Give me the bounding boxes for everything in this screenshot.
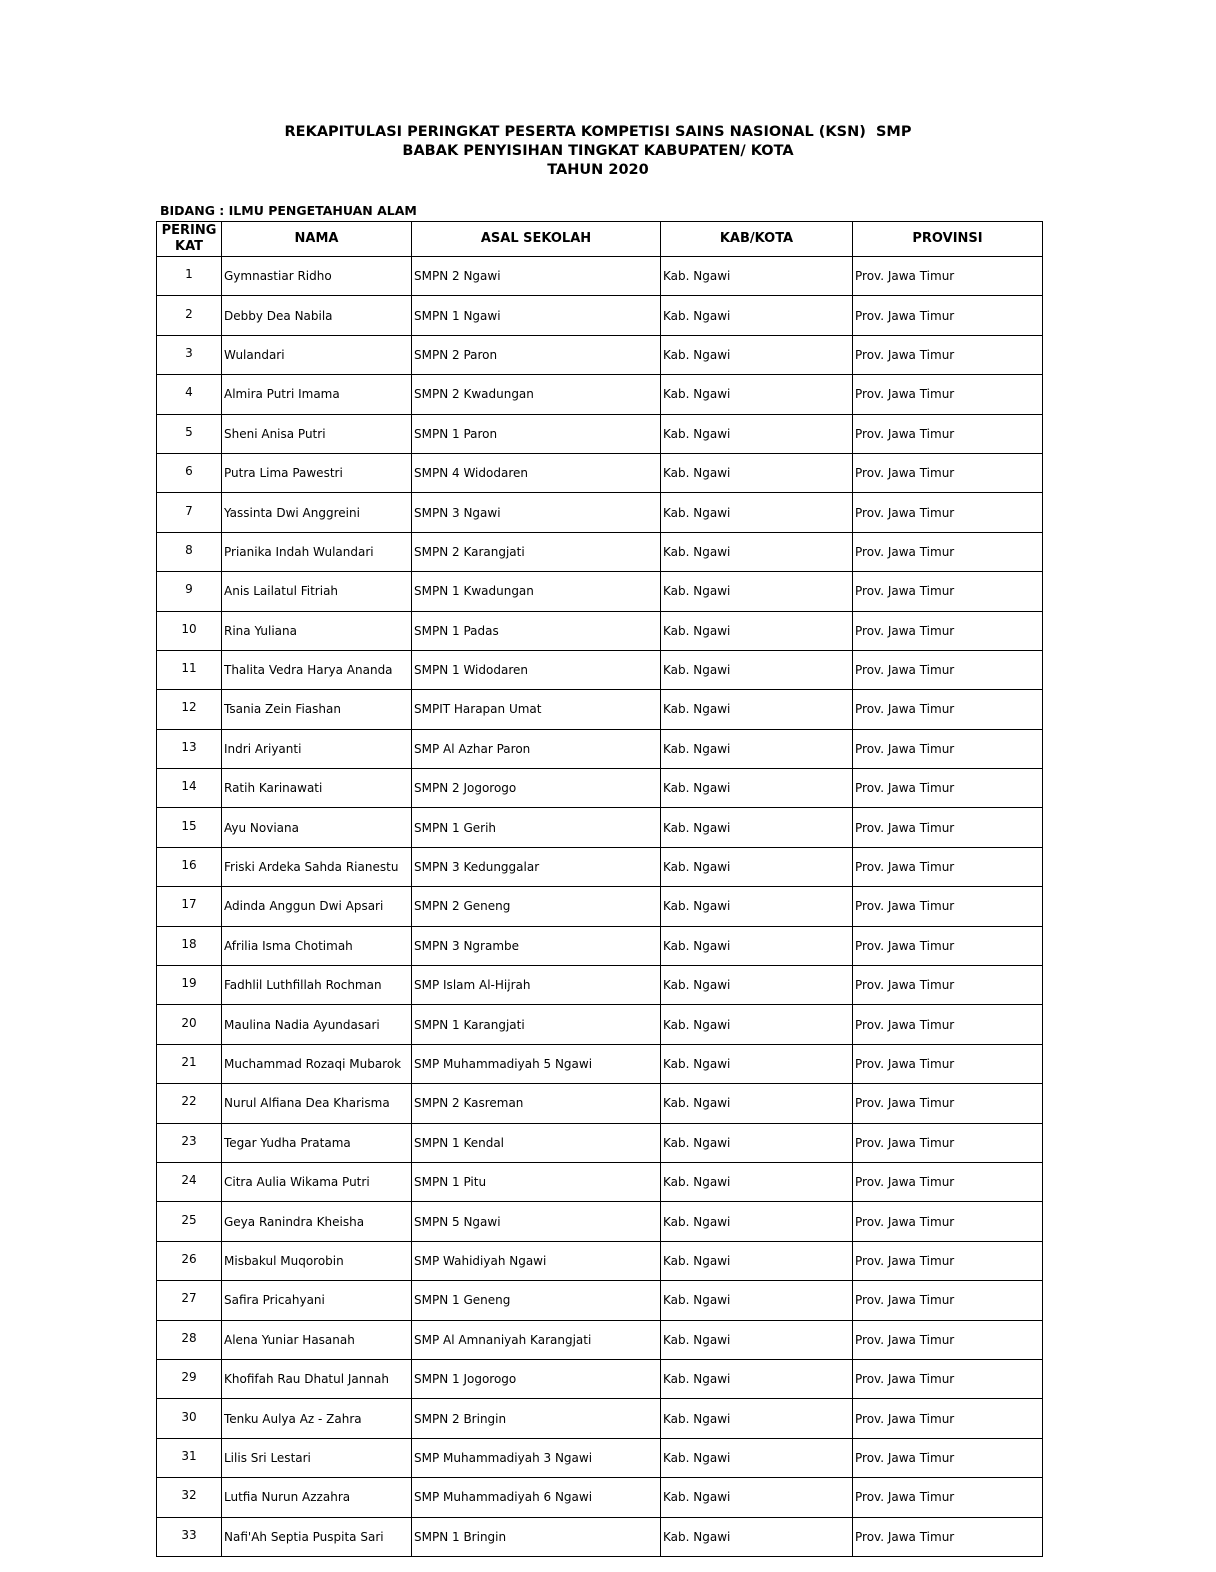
cell-asal-sekolah: SMPN 1 Geneng: [412, 1281, 661, 1320]
table-row: [157, 966, 1043, 1005]
cell-kab-kota: Kab. Ngawi: [661, 611, 853, 650]
cell-nama: Misbakul Muqorobin: [222, 1241, 412, 1280]
cell-asal-sekolah: SMPN 3 Ngrambe: [412, 926, 661, 965]
cell-asal-sekolah: SMPN 1 Pitu: [412, 1162, 661, 1201]
header-peringkat-line-1: PERING: [161, 223, 217, 238]
cell-nama: Afrilia Isma Chotimah: [222, 926, 412, 965]
table-row: [157, 1084, 1043, 1123]
cell-nama: Indri Ariyanti: [222, 729, 412, 768]
cell-provinsi: Prov. Jawa Timur: [853, 493, 1043, 532]
cell-nama: Lilis Sri Lestari: [222, 1438, 412, 1477]
cell-nama: Tegar Yudha Pratama: [222, 1123, 412, 1162]
cell-nama: Almira Putri Imama: [222, 375, 412, 414]
cell-kab-kota: Kab. Ngawi: [661, 453, 853, 492]
cell-asal-sekolah: SMPN 1 Padas: [412, 611, 661, 650]
cell-nama: Khofifah Rau Dhatul Jannah: [222, 1359, 412, 1398]
cell-peringkat: 2: [157, 296, 222, 335]
cell-asal-sekolah: SMPN 1 Ngawi: [412, 296, 661, 335]
cell-asal-sekolah: SMPN 1 Karangjati: [412, 1005, 661, 1044]
cell-asal-sekolah: SMPN 2 Kwadungan: [412, 375, 661, 414]
cell-kab-kota: Kab. Ngawi: [661, 414, 853, 453]
header-asal-sekolah: ASAL SEKOLAH: [412, 222, 661, 257]
header-peringkat: [157, 222, 222, 257]
header-peringkat-line-2: KAT: [175, 239, 203, 254]
cell-peringkat: 30: [157, 1399, 222, 1438]
cell-kab-kota: Kab. Ngawi: [661, 1517, 853, 1556]
document-title: [0, 123, 1196, 180]
cell-nama: Alena Yuniar Hasanah: [222, 1320, 412, 1359]
table-row: [157, 1359, 1043, 1398]
cell-nama: Lutfia Nurun Azzahra: [222, 1478, 412, 1517]
cell-nama: Ratih Karinawati: [222, 769, 412, 808]
table-row: [157, 335, 1043, 374]
header-provinsi: PROVINSI: [853, 222, 1043, 257]
cell-kab-kota: Kab. Ngawi: [661, 1241, 853, 1280]
cell-provinsi: Prov. Jawa Timur: [853, 1478, 1043, 1517]
cell-peringkat: 8: [157, 532, 222, 571]
ranking-table: [156, 221, 1043, 1557]
cell-provinsi: Prov. Jawa Timur: [853, 611, 1043, 650]
cell-peringkat: 5: [157, 414, 222, 453]
cell-peringkat: 21: [157, 1044, 222, 1083]
table-row: [157, 1162, 1043, 1201]
cell-peringkat: 7: [157, 493, 222, 532]
cell-peringkat: 33: [157, 1517, 222, 1556]
cell-kab-kota: Kab. Ngawi: [661, 375, 853, 414]
cell-kab-kota: Kab. Ngawi: [661, 1478, 853, 1517]
table-row: [157, 572, 1043, 611]
table-row: [157, 808, 1043, 847]
table-row: [157, 414, 1043, 453]
cell-peringkat: 23: [157, 1123, 222, 1162]
cell-kab-kota: Kab. Ngawi: [661, 532, 853, 571]
cell-provinsi: Prov. Jawa Timur: [853, 532, 1043, 571]
cell-peringkat: 6: [157, 453, 222, 492]
cell-provinsi: Prov. Jawa Timur: [853, 1438, 1043, 1477]
cell-asal-sekolah: SMPN 2 Geneng: [412, 887, 661, 926]
cell-asal-sekolah: SMPN 1 Bringin: [412, 1517, 661, 1556]
cell-peringkat: 31: [157, 1438, 222, 1477]
table-row: [157, 1123, 1043, 1162]
table-row: [157, 1320, 1043, 1359]
cell-provinsi: Prov. Jawa Timur: [853, 1123, 1043, 1162]
cell-asal-sekolah: SMPN 1 Kendal: [412, 1123, 661, 1162]
cell-provinsi: Prov. Jawa Timur: [853, 1399, 1043, 1438]
cell-asal-sekolah: SMP Muhammadiyah 3 Ngawi: [412, 1438, 661, 1477]
cell-nama: Geya Ranindra Kheisha: [222, 1202, 412, 1241]
cell-provinsi: Prov. Jawa Timur: [853, 690, 1043, 729]
cell-provinsi: Prov. Jawa Timur: [853, 1044, 1043, 1083]
cell-provinsi: Prov. Jawa Timur: [853, 887, 1043, 926]
cell-asal-sekolah: SMPN 4 Widodaren: [412, 453, 661, 492]
cell-asal-sekolah: SMPN 1 Gerih: [412, 808, 661, 847]
table-row: [157, 375, 1043, 414]
table-row: [157, 1517, 1043, 1556]
table-row: [157, 493, 1043, 532]
cell-nama: Safira Pricahyani: [222, 1281, 412, 1320]
cell-asal-sekolah: SMPN 3 Ngawi: [412, 493, 661, 532]
cell-nama: Anis Lailatul Fitriah: [222, 572, 412, 611]
cell-asal-sekolah: SMPN 1 Jogorogo: [412, 1359, 661, 1398]
table-row: [157, 532, 1043, 571]
cell-asal-sekolah: SMPN 2 Jogorogo: [412, 769, 661, 808]
cell-nama: Nafi'Ah Septia Puspita Sari: [222, 1517, 412, 1556]
table-row: [157, 847, 1043, 886]
table-row: [157, 1399, 1043, 1438]
cell-asal-sekolah: SMPN 1 Kwadungan: [412, 572, 661, 611]
table-row: [157, 1241, 1043, 1280]
cell-nama: Citra Aulia Wikama Putri: [222, 1162, 412, 1201]
header-nama: NAMA: [222, 222, 412, 257]
table-row: [157, 1281, 1043, 1320]
cell-provinsi: Prov. Jawa Timur: [853, 729, 1043, 768]
table-row: [157, 296, 1043, 335]
header-kab-kota: KAB/KOTA: [661, 222, 853, 257]
cell-kab-kota: Kab. Ngawi: [661, 335, 853, 374]
cell-kab-kota: Kab. Ngawi: [661, 769, 853, 808]
cell-peringkat: 26: [157, 1241, 222, 1280]
cell-asal-sekolah: SMP Al Amnaniyah Karangjati: [412, 1320, 661, 1359]
cell-provinsi: Prov. Jawa Timur: [853, 572, 1043, 611]
cell-peringkat: 11: [157, 650, 222, 689]
cell-nama: Tenku Aulya Az - Zahra: [222, 1399, 412, 1438]
cell-kab-kota: Kab. Ngawi: [661, 1359, 853, 1398]
cell-asal-sekolah: SMPN 1 Widodaren: [412, 650, 661, 689]
title-line-2: BABAK PENYISIHAN TINGKAT KABUPATEN/ KOTA: [402, 143, 794, 159]
cell-peringkat: 18: [157, 926, 222, 965]
cell-kab-kota: Kab. Ngawi: [661, 1202, 853, 1241]
cell-kab-kota: Kab. Ngawi: [661, 650, 853, 689]
table-row: [157, 769, 1043, 808]
bidang-label: BIDANG : ILMU PENGETAHUAN ALAM: [160, 203, 417, 218]
cell-peringkat: 16: [157, 847, 222, 886]
cell-nama: Rina Yuliana: [222, 611, 412, 650]
title-line-1: REKAPITULASI PERINGKAT PESERTA KOMPETISI SAINS NASIONAL (KSN) SMP: [284, 124, 912, 140]
cell-asal-sekolah: SMP Wahidiyah Ngawi: [412, 1241, 661, 1280]
cell-nama: Tsania Zein Fiashan: [222, 690, 412, 729]
cell-peringkat: 29: [157, 1359, 222, 1398]
cell-kab-kota: Kab. Ngawi: [661, 1084, 853, 1123]
cell-nama: Maulina Nadia Ayundasari: [222, 1005, 412, 1044]
cell-kab-kota: Kab. Ngawi: [661, 1399, 853, 1438]
cell-kab-kota: Kab. Ngawi: [661, 1005, 853, 1044]
cell-kab-kota: Kab. Ngawi: [661, 493, 853, 532]
cell-provinsi: Prov. Jawa Timur: [853, 847, 1043, 886]
title-line-3: TAHUN 2020: [547, 162, 649, 178]
table-row: [157, 1202, 1043, 1241]
cell-provinsi: Prov. Jawa Timur: [853, 1202, 1043, 1241]
cell-kab-kota: Kab. Ngawi: [661, 572, 853, 611]
cell-provinsi: Prov. Jawa Timur: [853, 1359, 1043, 1398]
cell-kab-kota: Kab. Ngawi: [661, 1044, 853, 1083]
cell-kab-kota: Kab. Ngawi: [661, 926, 853, 965]
cell-nama: Sheni Anisa Putri: [222, 414, 412, 453]
cell-nama: Wulandari: [222, 335, 412, 374]
table-row: [157, 729, 1043, 768]
cell-peringkat: 24: [157, 1162, 222, 1201]
table-row: [157, 1438, 1043, 1477]
cell-nama: Thalita Vedra Harya Ananda: [222, 650, 412, 689]
cell-kab-kota: Kab. Ngawi: [661, 1123, 853, 1162]
cell-provinsi: Prov. Jawa Timur: [853, 453, 1043, 492]
table-row: [157, 650, 1043, 689]
cell-nama: Yassinta Dwi Anggreini: [222, 493, 412, 532]
cell-kab-kota: Kab. Ngawi: [661, 1438, 853, 1477]
cell-peringkat: 4: [157, 375, 222, 414]
cell-peringkat: 10: [157, 611, 222, 650]
cell-kab-kota: Kab. Ngawi: [661, 296, 853, 335]
cell-nama: Putra Lima Pawestri: [222, 453, 412, 492]
cell-asal-sekolah: SMP Muhammadiyah 5 Ngawi: [412, 1044, 661, 1083]
cell-kab-kota: Kab. Ngawi: [661, 690, 853, 729]
cell-provinsi: Prov. Jawa Timur: [853, 1241, 1043, 1280]
table-header-row: [157, 222, 1043, 257]
cell-kab-kota: Kab. Ngawi: [661, 1162, 853, 1201]
cell-nama: Debby Dea Nabila: [222, 296, 412, 335]
cell-kab-kota: Kab. Ngawi: [661, 808, 853, 847]
cell-provinsi: Prov. Jawa Timur: [853, 926, 1043, 965]
cell-nama: Nurul Alfiana Dea Kharisma: [222, 1084, 412, 1123]
cell-provinsi: Prov. Jawa Timur: [853, 1005, 1043, 1044]
cell-peringkat: 14: [157, 769, 222, 808]
table-row: [157, 690, 1043, 729]
cell-peringkat: 12: [157, 690, 222, 729]
cell-kab-kota: Kab. Ngawi: [661, 729, 853, 768]
cell-asal-sekolah: SMPN 2 Bringin: [412, 1399, 661, 1438]
cell-peringkat: 27: [157, 1281, 222, 1320]
cell-provinsi: Prov. Jawa Timur: [853, 335, 1043, 374]
cell-peringkat: 1: [157, 257, 222, 296]
cell-peringkat: 17: [157, 887, 222, 926]
cell-peringkat: 20: [157, 1005, 222, 1044]
cell-nama: Prianika Indah Wulandari: [222, 532, 412, 571]
cell-peringkat: 19: [157, 966, 222, 1005]
cell-asal-sekolah: SMPN 3 Kedunggalar: [412, 847, 661, 886]
cell-peringkat: 13: [157, 729, 222, 768]
cell-kab-kota: Kab. Ngawi: [661, 847, 853, 886]
cell-asal-sekolah: SMPN 1 Paron: [412, 414, 661, 453]
cell-peringkat: 25: [157, 1202, 222, 1241]
cell-nama: Fadhlil Luthfillah Rochman: [222, 966, 412, 1005]
cell-asal-sekolah: SMPN 2 Kasreman: [412, 1084, 661, 1123]
table-row: [157, 1478, 1043, 1517]
cell-asal-sekolah: SMPN 2 Karangjati: [412, 532, 661, 571]
cell-peringkat: 9: [157, 572, 222, 611]
cell-peringkat: 32: [157, 1478, 222, 1517]
table-row: [157, 257, 1043, 296]
table-row: [157, 1005, 1043, 1044]
table-row: [157, 611, 1043, 650]
cell-peringkat: 28: [157, 1320, 222, 1359]
cell-asal-sekolah: SMPIT Harapan Umat: [412, 690, 661, 729]
cell-provinsi: Prov. Jawa Timur: [853, 296, 1043, 335]
table-row: [157, 1044, 1043, 1083]
cell-peringkat: 3: [157, 335, 222, 374]
cell-nama: Gymnastiar Ridho: [222, 257, 412, 296]
cell-asal-sekolah: SMP Islam Al-Hijrah: [412, 966, 661, 1005]
table-row: [157, 453, 1043, 492]
cell-provinsi: Prov. Jawa Timur: [853, 769, 1043, 808]
cell-provinsi: Prov. Jawa Timur: [853, 375, 1043, 414]
cell-nama: Adinda Anggun Dwi Apsari: [222, 887, 412, 926]
cell-asal-sekolah: SMP Al Azhar Paron: [412, 729, 661, 768]
cell-asal-sekolah: SMPN 5 Ngawi: [412, 1202, 661, 1241]
cell-kab-kota: Kab. Ngawi: [661, 1281, 853, 1320]
cell-kab-kota: Kab. Ngawi: [661, 887, 853, 926]
cell-nama: Muchammad Rozaqi Mubarok: [222, 1044, 412, 1083]
cell-kab-kota: Kab. Ngawi: [661, 966, 853, 1005]
cell-asal-sekolah: SMPN 2 Paron: [412, 335, 661, 374]
cell-provinsi: Prov. Jawa Timur: [853, 1517, 1043, 1556]
cell-provinsi: Prov. Jawa Timur: [853, 1281, 1043, 1320]
cell-provinsi: Prov. Jawa Timur: [853, 1162, 1043, 1201]
cell-provinsi: Prov. Jawa Timur: [853, 1320, 1043, 1359]
table-row: [157, 926, 1043, 965]
cell-provinsi: Prov. Jawa Timur: [853, 966, 1043, 1005]
cell-provinsi: Prov. Jawa Timur: [853, 1084, 1043, 1123]
cell-kab-kota: Kab. Ngawi: [661, 257, 853, 296]
cell-asal-sekolah: SMPN 2 Ngawi: [412, 257, 661, 296]
cell-kab-kota: Kab. Ngawi: [661, 1320, 853, 1359]
cell-provinsi: Prov. Jawa Timur: [853, 650, 1043, 689]
cell-peringkat: 15: [157, 808, 222, 847]
cell-nama: Ayu Noviana: [222, 808, 412, 847]
cell-nama: Friski Ardeka Sahda Rianestu: [222, 847, 412, 886]
cell-asal-sekolah: SMP Muhammadiyah 6 Ngawi: [412, 1478, 661, 1517]
cell-provinsi: Prov. Jawa Timur: [853, 257, 1043, 296]
table-row: [157, 887, 1043, 926]
cell-provinsi: Prov. Jawa Timur: [853, 808, 1043, 847]
cell-peringkat: 22: [157, 1084, 222, 1123]
cell-provinsi: Prov. Jawa Timur: [853, 414, 1043, 453]
